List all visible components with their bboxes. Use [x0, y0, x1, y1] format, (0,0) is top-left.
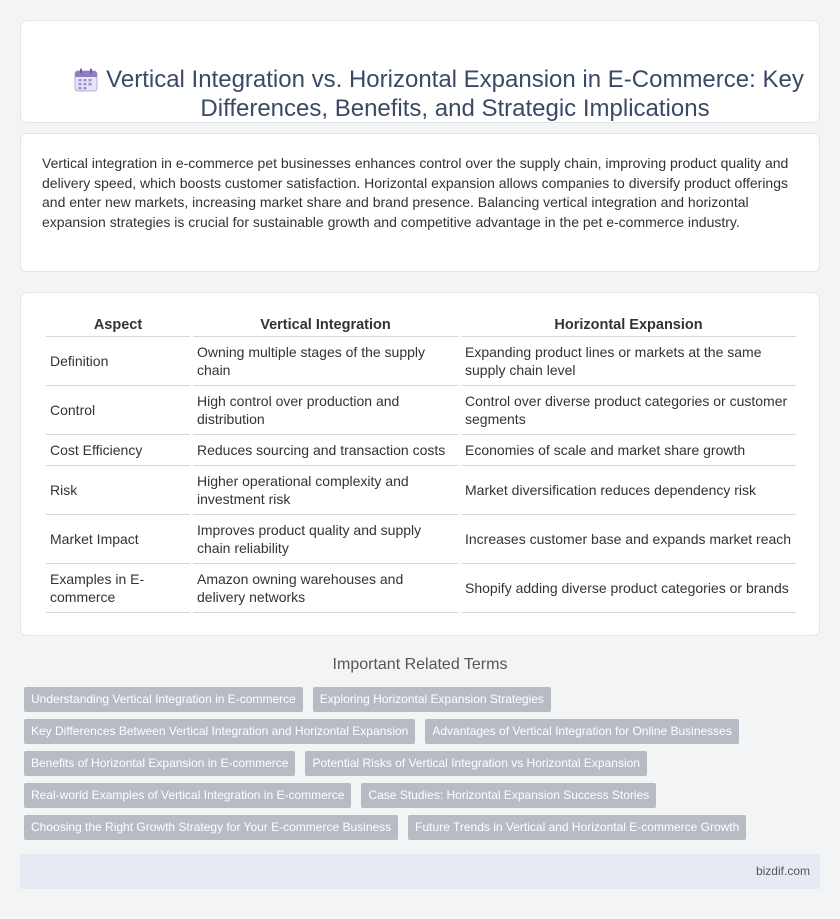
cell-aspect: Definition [46, 337, 190, 386]
cell-vertical: Reduces sourcing and transaction costs [193, 435, 458, 466]
comparison-card [20, 292, 820, 636]
related-terms-heading: Important Related Terms [332, 656, 508, 673]
cell-aspect: Market Impact [46, 515, 190, 564]
header-aspect: Aspect [46, 315, 190, 337]
related-term-tag[interactable]: Key Differences Between Vertical Integration and Horizontal Expansion [24, 719, 415, 744]
related-term-tag[interactable]: Understanding Vertical Integration in E-commerce [24, 687, 303, 712]
cell-horizontal: Market diversification reduces dependency risk [461, 466, 796, 515]
cell-vertical: Improves product quality and supply chain reliability [193, 515, 458, 564]
related-term-tag[interactable]: Benefits of Horizontal Expansion in E-commerce [24, 751, 295, 776]
table-row [46, 337, 796, 386]
related-terms-list [20, 687, 820, 847]
page-title: Vertical Integration vs. Horizontal Expansion in E-Commerce: Key Differences, Benefits, and Strategic Implications [106, 66, 804, 122]
cell-aspect: Examples in E-commerce [46, 564, 190, 613]
related-term-tag[interactable]: Potential Risks of Vertical Integration vs Horizontal Expansion [305, 751, 647, 776]
title-card [20, 20, 820, 123]
cell-horizontal: Shopify adding diverse product categories or brands [461, 564, 796, 613]
header-horizontal: Horizontal Expansion [461, 315, 796, 337]
cell-vertical: Owning multiple stages of the supply chain [193, 337, 458, 386]
related-term-tag[interactable]: Advantages of Vertical Integration for Online Businesses [425, 719, 739, 744]
table-row [46, 386, 796, 435]
cell-aspect: Control [46, 386, 190, 435]
calendar-icon [74, 68, 98, 92]
site-name[interactable]: bizdif.com [755, 864, 810, 878]
cell-vertical: Amazon owning warehouses and delivery networks [193, 564, 458, 613]
related-term-tag[interactable]: Future Trends in Vertical and Horizontal E-commerce Growth [408, 815, 746, 840]
related-term-tag[interactable]: Case Studies: Horizontal Expansion Success Stories [361, 783, 656, 808]
cell-vertical: Higher operational complexity and investment risk [193, 466, 458, 515]
intro-card [20, 133, 820, 272]
table-row [46, 466, 796, 515]
table-row [46, 564, 796, 613]
related-term-tag[interactable]: Choosing the Right Growth Strategy for Your E-commerce Business [24, 815, 398, 840]
table-row [46, 515, 796, 564]
footer [20, 854, 820, 889]
header-vertical: Vertical Integration [193, 315, 458, 337]
cell-horizontal: Economies of scale and market share growth [461, 435, 796, 466]
intro-paragraph: Vertical integration in e-commerce pet businesses enhances control over the supply chain, improving product quality and delivery speed, which boosts customer satisfaction. Horizontal expansion allows companies to diversify product offerings and enter new markets, increasing market share and brand presence. Balancing vertical integration and horizontal expansion strategies is crucial for sustainable growth and competitive advantage in the pet e-commerce industry. [42, 155, 789, 230]
cell-horizontal: Expanding product lines or markets at the same supply chain level [461, 337, 796, 386]
cell-horizontal: Control over diverse product categories or customer segments [461, 386, 796, 435]
cell-horizontal: Increases customer base and expands market reach [461, 515, 796, 564]
cell-aspect: Risk [46, 466, 190, 515]
related-term-tag[interactable]: Exploring Horizontal Expansion Strategies [313, 687, 551, 712]
table-row [46, 435, 796, 466]
cell-aspect: Cost Efficiency [46, 435, 190, 466]
table-header-row [46, 315, 796, 337]
related-term-tag[interactable]: Real-world Examples of Vertical Integration in E-commerce [24, 783, 351, 808]
cell-vertical: High control over production and distribution [193, 386, 458, 435]
comparison-table [43, 315, 799, 613]
